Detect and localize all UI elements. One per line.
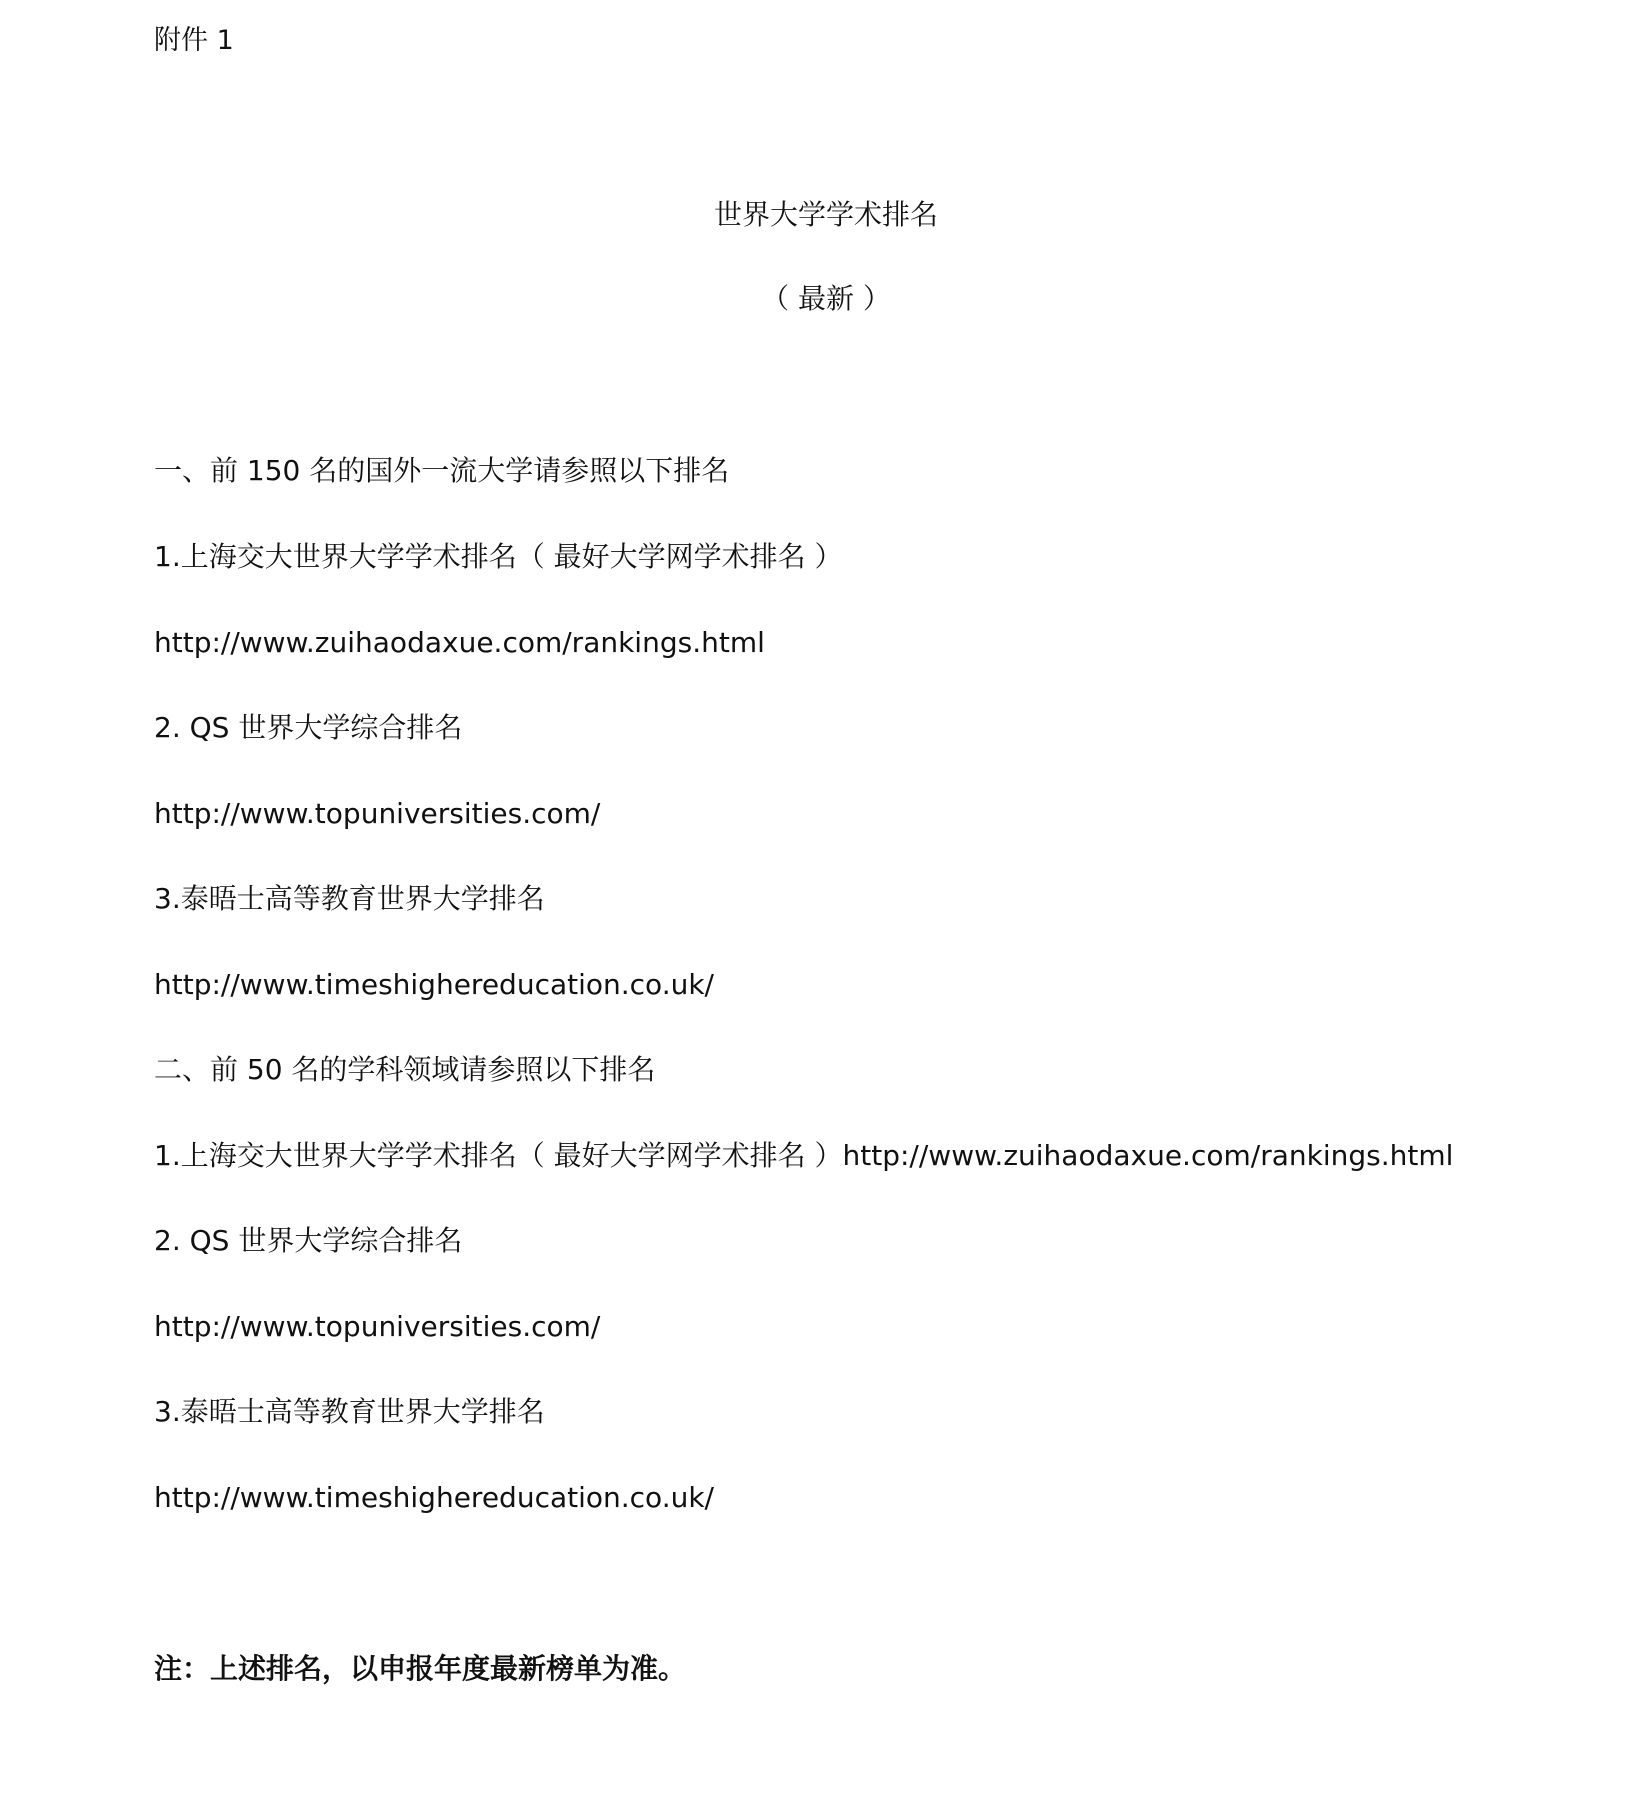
section-2-item-1-label: 1.上海交大世界大学学术排名（ 最好大学网学术排名 ）http://www.zuihaodaxue.com/rankings.html — [154, 1139, 1454, 1172]
section-1-item-1-label: 1.上海交大世界大学学术排名（ 最好大学网学术排名 ） — [154, 540, 843, 573]
document-title: 世界大学学术排名 — [713, 198, 938, 231]
section-1-item-2-url: http://www.topuniversities.com/ — [154, 797, 601, 830]
section-2-item-3-label: 3.泰晤士高等教育世界大学排名 — [154, 1395, 545, 1428]
note: 注：上述排名，以申报年度最新榜单为准。 — [154, 1652, 687, 1685]
section-1-item-3-url: http://www.timeshighereducation.co.uk/ — [154, 968, 714, 1001]
section-1-item-1-url: http://www.zuihaodaxue.com/rankings.html — [154, 626, 765, 659]
section-1-item-2-label: 2. QS 世界大学综合排名 — [154, 711, 463, 744]
attachment-label: 附件 1 — [154, 25, 234, 56]
section-2-item-3-url: http://www.timeshighereducation.co.uk/ — [154, 1481, 714, 1514]
section-1-item-3-label: 3.泰晤士高等教育世界大学排名 — [154, 882, 545, 915]
section-1-heading: 一、前 150 名的国外一流大学请参照以下排名 — [154, 454, 730, 487]
section-2-item-2-url: http://www.topuniversities.com/ — [154, 1310, 601, 1343]
document-subtitle: （ 最新 ） — [761, 282, 891, 315]
section-2-heading: 二、前 50 名的学科领域请参照以下排名 — [154, 1053, 656, 1086]
section-2-item-2-label: 2. QS 世界大学综合排名 — [154, 1224, 463, 1257]
